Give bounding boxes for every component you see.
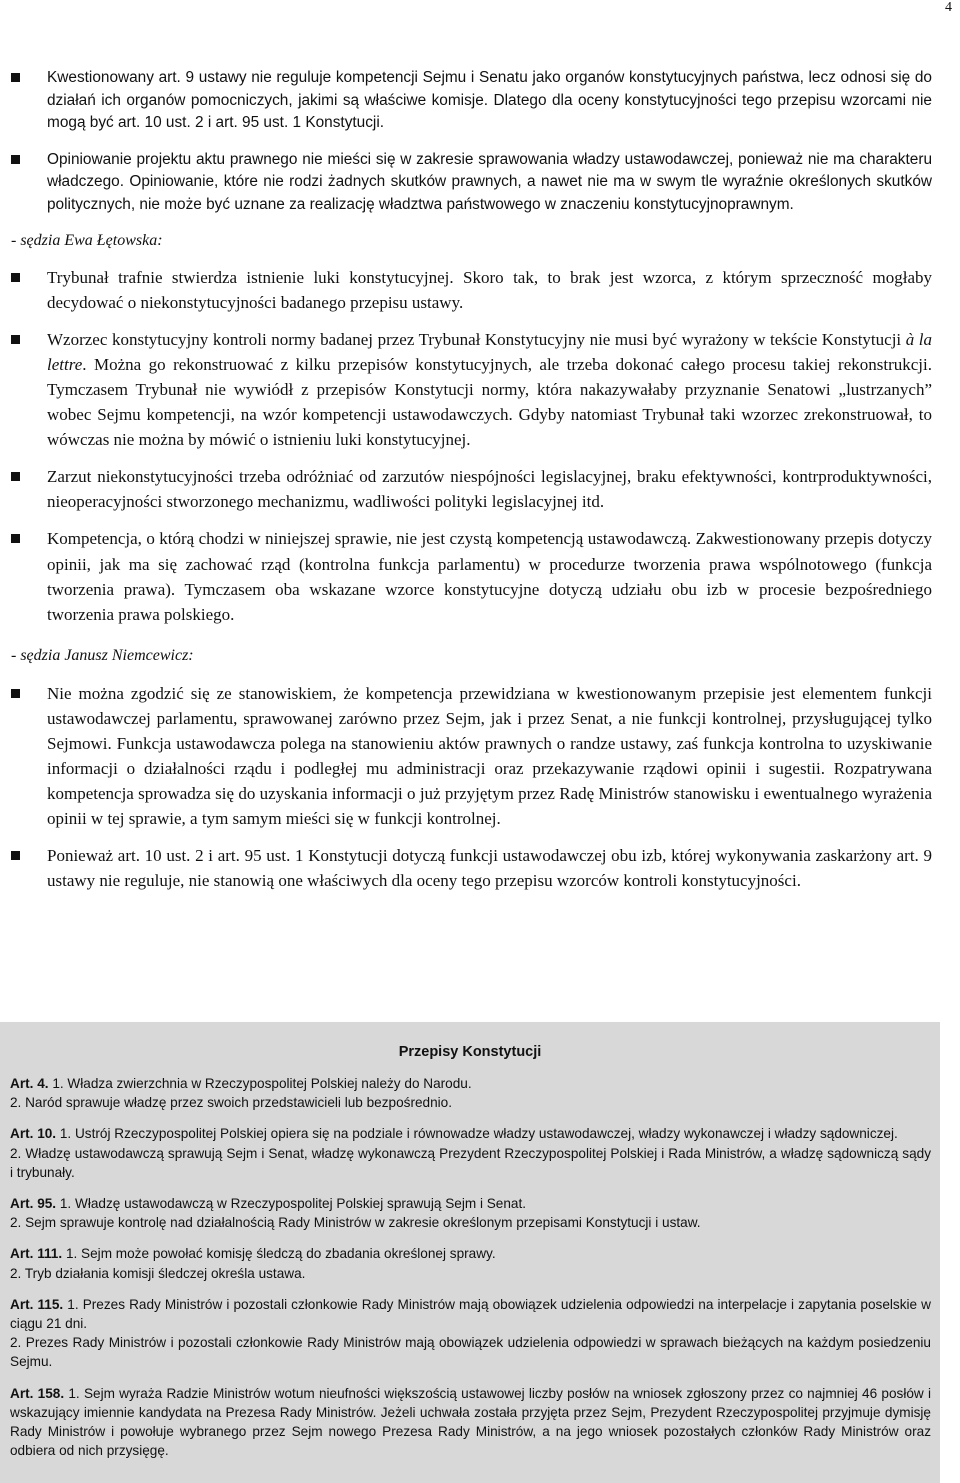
article — [10, 1074, 931, 1112]
paragraph-text: Zarzut niekonstytucyjności trzeba odróżniać od zarzutów niespójności legislacyjnej, braku efektywności, kontrproduktywności, nieoperacyjności stworzonego mechanizmu, wadliwości polityki legislacyjnej itd. — [47, 467, 932, 512]
article-paragraph: 2. Tryb działania komisji śledczej określa ustawa. — [10, 1265, 306, 1281]
paragraph-text: Wzorzec konstytucyjny kontroli normy badanej przez Trybunał Konstytucyjny nie musi być wyrażony w tekście Konstytucji à la lettre. Można go rekonstruować z kilku przepisów konstytucyjnych, ale trzeba dokonać całego procesu takiej rekonstrukcji. Tymczasem Trybunał nie wywiódł z przepisów Konstytucji normy, która nakazywałaby przyznanie Senatowi „lustrzanych” wobec Sejmu kompetencji, na wzór kompetencji ustawodawczych. Gdyby natomiast Trybunał taki wzorzec zrekonstruował, to wówczas nie można by mówić o istnieniu luki konstytucyjnej. — [47, 329, 932, 450]
article-paragraph: Art. 95. 1. Władzę ustawodawczą w Rzeczypospolitej Polskiej sprawują Sejm i Senat. — [10, 1196, 527, 1212]
article — [10, 1384, 931, 1461]
paragraph-text: Opiniowanie projektu aktu prawnego nie mieści się w zakresie sprawowania władzy ustawodawczej, ponieważ nie ma charakteru władczego. Opiniowanie, które nie rodzi żadnych skutków prawnych, a nawet nie ma w swym tle wyraźnie określonych skutków politycznych, nie może być uznane za realizację władztwa państwowego w znaczeniu konstytucyjnoprawnym. — [47, 150, 932, 213]
bullet-icon — [11, 155, 20, 164]
list-item — [11, 843, 932, 893]
article-paragraph: Art. 10. 1. Ustrój Rzeczypospolitej Polskiej opiera się na podziale i równowadze władzy ustawodawczej, władzy wykonawczej i władzy sądowniczej. — [10, 1126, 898, 1142]
articles-list — [10, 1074, 931, 1460]
page-number: 4 — [945, 0, 952, 15]
bullet-icon — [11, 335, 20, 344]
paragraph-text: Trybunał trafnie stwierdza istnienie luki konstytucyjnej. Skoro tak, to brak jest wzorca, z którym sprzeczność mogłaby decydować o niekonstytucyjności badanego przepisu ustawy. — [47, 267, 932, 312]
article-label: Art. 4. — [10, 1076, 49, 1091]
article-label: Art. 115. — [10, 1296, 64, 1312]
article — [10, 1194, 931, 1232]
paragraph-text: Ponieważ art. 10 ust. 2 i art. 95 ust. 1 Konstytucji dotyczą funkcji ustawodawczej obu izb, której wykonywania zaskarżony art. 9 ustawy nie reguluje, nie stanowią one właściwych dla oceny tego przepisu wzorców kontroli konstytucyjności. — [47, 846, 932, 891]
list-item — [11, 327, 932, 452]
list-item — [11, 526, 932, 626]
article-label: Art. 111. — [10, 1246, 63, 1262]
constitution-box — [0, 1022, 940, 1483]
article-paragraph: 2. Prezes Rady Ministrów i pozostali członkowie Rady Ministrów mają obowiązek udzielenia odpowiedzi w sprawach bieżących na każdym posiedzeniu Sejmu. — [10, 1335, 931, 1370]
paragraph-text: Nie można zgodzić się ze stanowiskiem, że kompetencja przewidziana w kwestionowanym przepisie jest elementem funkcji ustawodawczej parlamentu, sprawowanej zarówno przez Sejm, jak i przez Senat, a nie funkcji kontrolnej, przysługującej tylko Sejmowi. Funkcja ustawodawcza polega na stanowieniu aktów prawnych o randze ustawy, zaś funkcja kontrolna to uzyskiwanie informacji o działalności rządu i podległej mu administracji oraz przekazywanie rządowi opinii i sugestii. Rozpatrywana kompetencja sprowadza się do uzyskania informacji o już przyjętym przez Radę Ministrów stanowisku i ewentualnego wyrażenia opinii w tej sprawie, a tym samym mieści się w funkcji kontrolnej. — [47, 683, 932, 829]
bullet-icon — [11, 851, 20, 860]
list-item — [11, 464, 932, 514]
article-paragraph: Art. 111. 1. Sejm może powołać komisję śledczą do zbadania określonej sprawy. — [10, 1246, 496, 1262]
article — [10, 1295, 931, 1372]
article-paragraph: Art. 115. 1. Prezes Rady Ministrów i pozostali członkowie Rady Ministrów mają obowiązek udzielenia odpowiedzi na interpelacje i zapytania poselskie w ciągu 21 dni. — [10, 1296, 931, 1332]
box-title: Przepisy Konstytucji — [398, 1044, 542, 1060]
list-item — [11, 265, 932, 315]
article — [10, 1244, 931, 1282]
speaker-heading: - sędzia Ewa Łętowska: — [11, 231, 163, 249]
article-label: Art. 10. — [10, 1126, 57, 1142]
list-item — [11, 67, 932, 135]
bullet-icon — [11, 273, 20, 282]
list-item — [11, 681, 932, 832]
article — [10, 1124, 931, 1182]
article-paragraph: 2. Sejm sprawuje kontrolę nad działalnością Rady Ministrów w zakresie określonym przepisami Konstytucji i ustaw. — [10, 1215, 701, 1231]
bullet-icon — [11, 689, 20, 698]
italic-phrase: à la lettre — [47, 329, 932, 374]
bullet-icon — [11, 534, 20, 543]
paragraph-text: Kompetencja, o którą chodzi w niniejszej sprawie, nie jest czystą kompetencją ustawodawczą. Zakwestionowany przepis dotyczy opinii, jak ma się zachować rząd (kontrolna funkcja parlamentu) w procedurze tworzenia prawa wspólnotowego (funkcja tworzenia prawa). Tymczasem oba wskazane wzorce konstytucyjne dotyczą udziału obu izb w procesie bezpośredniego tworzenia prawa polskiego. — [47, 529, 932, 624]
bullet-icon — [11, 73, 20, 82]
article-paragraph: Art. 4. 1. Władza zwierzchnia w Rzeczypospolitej Polskiej należy do Narodu. — [10, 1076, 472, 1091]
article-paragraph: Art. 158. 1. Sejm wyraża Radzie Ministrów wotum nieufności większością ustawowej liczby posłów na wniosek zgłoszony przez co najmniej 46 posłów i wskazujący imiennie kandydata na Prezesa Rady Ministrów. Jeżeli uchwała została przyjęta przez Sejm, Prezydent Rzeczypospolitej przyjmuje dymisję Rady Ministrów i powołuje wybranego przez Sejm nowego Prezesa Rady Ministrów, a na jego wniosek pozostałych członków Rady Ministrów oraz odbiera od nich przysięgę. — [10, 1385, 931, 1459]
article-paragraph: 2. Naród sprawuje władzę przez swoich przedstawicieli lub bezpośrednio. — [10, 1095, 453, 1111]
article-label: Art. 158. — [10, 1385, 65, 1401]
article-paragraph: 2. Władzę ustawodawczą sprawują Sejm i Senat, władzę wykonawczą Prezydent Rzeczypospolitej Polskiej i Rada Ministrów, a władzę sądowniczą sądy i trybunały. — [10, 1145, 931, 1180]
bullet-icon — [11, 472, 20, 481]
article-label: Art. 95. — [10, 1196, 57, 1212]
paragraph-text: Kwestionowany art. 9 ustawy nie reguluje kompetencji Sejmu i Senatu jako organów konstytucyjnych państwa, lecz odnosi się do działań ich organów pomocniczych, jakimi są właściwe komisje. Dlatego dla oceny konstytucyjności tego przepisu wzorcami nie mogą być art. 10 ust. 2 i art. 95 ust. 1 Konstytucji. — [47, 69, 932, 132]
list-item — [11, 149, 932, 217]
document-body — [11, 67, 932, 894]
speaker-heading: - sędzia Janusz Niemcewicz: — [11, 646, 194, 664]
